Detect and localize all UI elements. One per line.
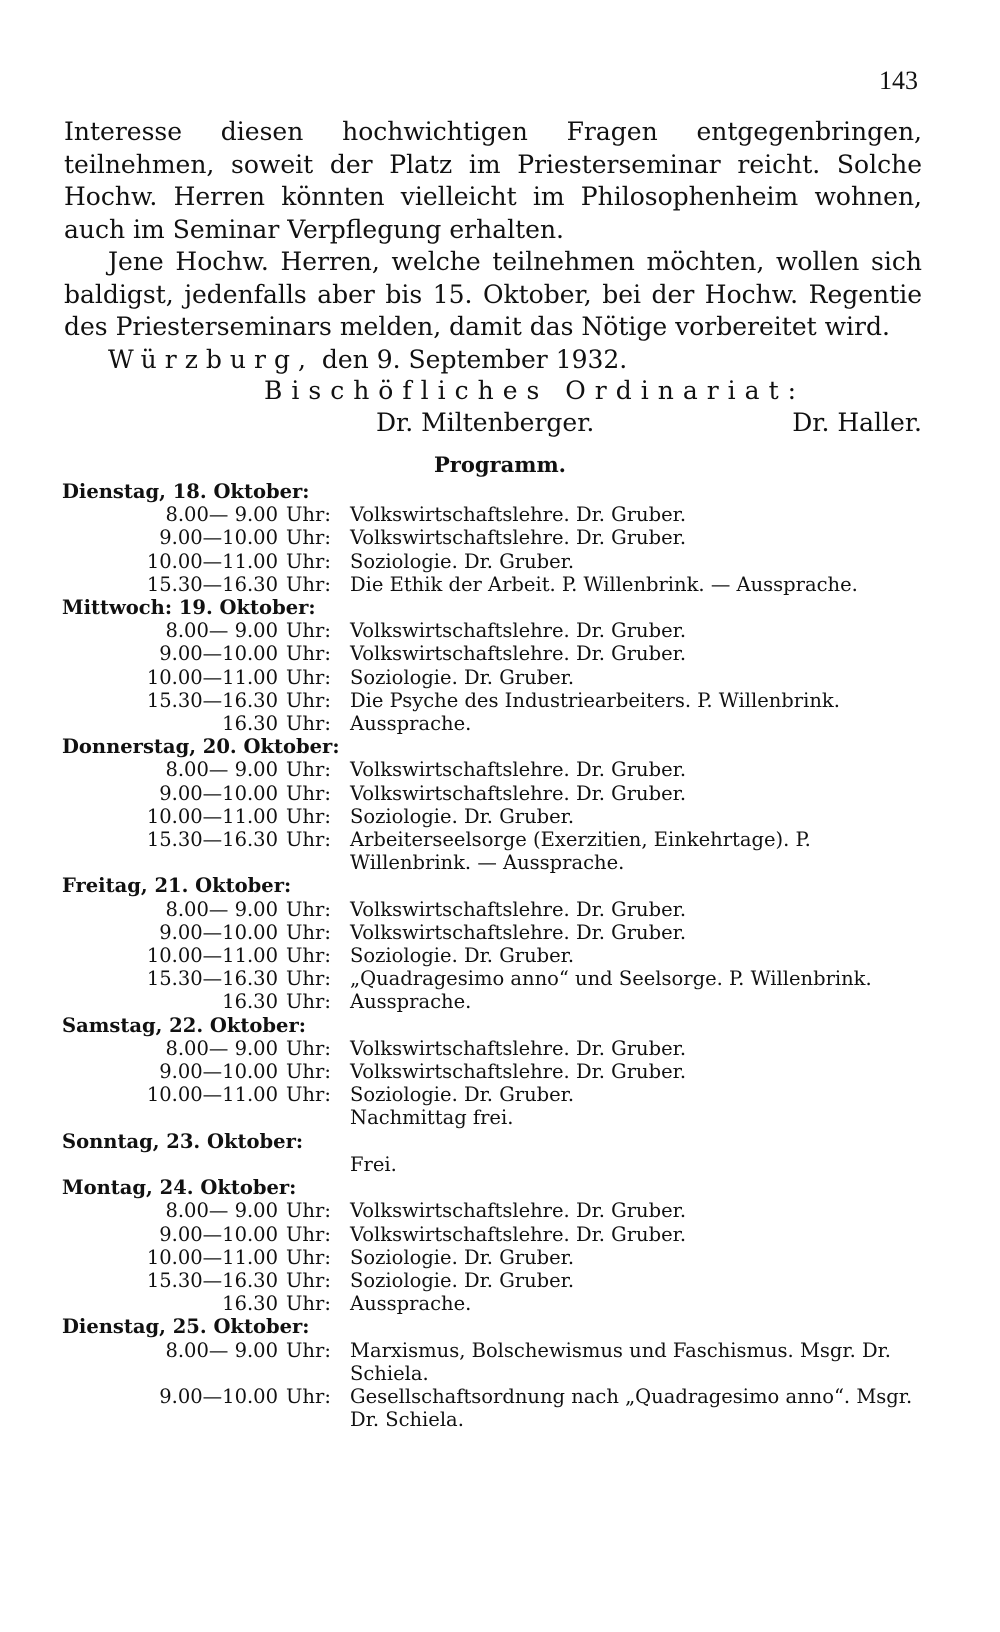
time-unit: Uhr: xyxy=(286,665,331,689)
time-slot: 9.00—10.00 xyxy=(159,642,278,666)
day-heading: Freitag, 21. Oktober: xyxy=(62,874,292,898)
session-description: Volkswirtschaftslehre. Dr. Gruber. xyxy=(350,897,687,921)
time-unit: Uhr: xyxy=(286,1036,331,1060)
schedule-row xyxy=(62,1223,932,1246)
schedule-row xyxy=(62,689,932,712)
session-description: Soziologie. Dr. Gruber. xyxy=(350,944,575,968)
time-slot: 16.30 xyxy=(222,712,278,736)
time-unit: Uhr: xyxy=(286,944,331,968)
time-slot: 9.00—10.00 xyxy=(159,1384,278,1408)
program-day xyxy=(62,874,932,1013)
schedule-row xyxy=(62,782,932,805)
time-slot: 10.00—11.00 xyxy=(146,1245,278,1269)
schedule-row xyxy=(62,967,932,990)
time-unit: Uhr: xyxy=(286,1222,331,1246)
time-unit: Uhr: xyxy=(286,1199,331,1223)
time-slot: 10.00—11.00 xyxy=(146,804,278,828)
session-description: Aussprache. xyxy=(350,712,472,736)
time-slot: 8.00— 9.00 xyxy=(165,619,278,643)
program-day xyxy=(62,596,932,735)
time-slot: 15.30—16.30 xyxy=(146,688,278,712)
time-slot: 15.30—16.30 xyxy=(146,828,278,852)
session-description: Volkswirtschaftslehre. Dr. Gruber. xyxy=(350,526,687,550)
schedule-row xyxy=(62,805,932,828)
schedule-row xyxy=(62,619,932,642)
time-unit: Uhr: xyxy=(286,1268,331,1292)
time-slot: 8.00— 9.00 xyxy=(165,1199,278,1223)
signatory-right: Dr. Haller. xyxy=(792,408,922,437)
time-unit: Uhr: xyxy=(286,1338,331,1362)
session-description: Volkswirtschaftslehre. Dr. Gruber. xyxy=(350,503,687,527)
time-unit: Uhr: xyxy=(286,1292,331,1316)
program-day xyxy=(62,735,932,874)
schedule-row xyxy=(62,526,932,549)
intro-paragraph: Interesse diesen hochwichtigen Fragen entgegenbringen, teilnehmen, soweit der Platz im Priesterseminar reicht. Solche Hochw. Herren könnten vielleicht im Philosophenheim wohnen, auch im Seminar Verpflegung erhalten. xyxy=(64,117,922,244)
page-number: 143 xyxy=(879,66,918,95)
session-description: Soziologie. Dr. Gruber. xyxy=(350,1083,575,1107)
session-description: Volkswirtschaftslehre. Dr. Gruber. xyxy=(350,1060,687,1084)
session-description: Soziologie. Dr. Gruber. xyxy=(350,549,575,573)
time-unit: Uhr: xyxy=(286,781,331,805)
time-slot: 8.00— 9.00 xyxy=(165,758,278,782)
time-slot: 15.30—16.30 xyxy=(146,967,278,991)
time-unit: Uhr: xyxy=(286,990,331,1014)
day-heading: Mittwoch: 19. Oktober: xyxy=(62,596,316,620)
schedule-row xyxy=(62,1083,932,1106)
session-description: Volkswirtschaftslehre. Dr. Gruber. xyxy=(350,642,687,666)
time-unit: Uhr: xyxy=(286,828,331,852)
day-heading: Dienstag, 18. Oktober: xyxy=(62,480,310,503)
session-description: Arbeiterseelsorge (Exerzitien, Einkehrtage). P. Willenbrink. — Aussprache. xyxy=(350,828,811,875)
intro-text xyxy=(64,116,922,376)
schedule-row xyxy=(62,573,932,596)
time-slot: 9.00—10.00 xyxy=(159,781,278,805)
time-slot: 10.00—11.00 xyxy=(146,944,278,968)
schedule-row xyxy=(62,712,932,735)
signatory-left: Dr. Miltenberger. xyxy=(376,408,595,437)
program-day xyxy=(62,1315,932,1431)
schedule-row xyxy=(62,666,932,689)
session-description: Volkswirtschaftslehre. Dr. Gruber. xyxy=(350,1199,687,1223)
schedule-row xyxy=(62,1292,932,1315)
signatures xyxy=(376,408,922,437)
time-unit: Uhr: xyxy=(286,712,331,736)
time-slot: 8.00— 9.00 xyxy=(165,503,278,527)
session-description: „Quadragesimo anno“ und Seelsorge. P. Willenbrink. xyxy=(350,967,872,991)
schedule-row xyxy=(62,921,932,944)
schedule-row xyxy=(62,828,932,874)
time-slot: 8.00— 9.00 xyxy=(165,1338,278,1362)
time-unit: Uhr: xyxy=(286,967,331,991)
day-heading: Samstag, 22. Oktober: xyxy=(62,1013,306,1037)
time-unit: Uhr: xyxy=(286,1083,331,1107)
schedule-row xyxy=(62,1060,932,1083)
schedule-row xyxy=(62,1246,932,1269)
session-description: Volkswirtschaftslehre. Dr. Gruber. xyxy=(350,1222,687,1246)
time-slot: 9.00—10.00 xyxy=(159,920,278,944)
intro-paragraph: Jene Hochw. Herren, welche teilnehmen möchten, wollen sich baldigst, jedenfalls aber bis 15. Oktober, bei der Hochw. Regentie des Priesterseminars melden, damit das Nötige vorbereitet wird. xyxy=(64,247,922,341)
session-description: Volkswirtschaftslehre. Dr. Gruber. xyxy=(350,1036,687,1060)
time-slot: 15.30—16.30 xyxy=(146,572,278,596)
time-unit: Uhr: xyxy=(286,804,331,828)
schedule-row xyxy=(62,1269,932,1292)
schedule-row xyxy=(62,898,932,921)
program-day xyxy=(62,1014,932,1130)
schedule-row xyxy=(62,1339,932,1385)
session-description: Nachmittag frei. xyxy=(350,1106,514,1130)
session-description: Gesellschaftsordnung nach „Quadragesimo anno“. Msgr. Dr. Schiela. xyxy=(350,1384,913,1432)
schedule-row xyxy=(62,990,932,1013)
office-signature: Bischöfliches Ordinariat: xyxy=(264,376,806,405)
schedule-row xyxy=(62,1037,932,1060)
date: den 9. September 1932. xyxy=(321,344,628,374)
time-unit: Uhr: xyxy=(286,1245,331,1269)
time-slot: 10.00—11.00 xyxy=(146,665,278,689)
session-description: Volkswirtschaftslehre. Dr. Gruber. xyxy=(350,781,687,805)
time-slot: 16.30 xyxy=(222,1292,278,1316)
time-unit: Uhr: xyxy=(286,642,331,666)
time-unit: Uhr: xyxy=(286,758,331,782)
time-unit: Uhr: xyxy=(286,503,331,527)
time-unit: Uhr: xyxy=(286,688,331,712)
session-description: Aussprache. xyxy=(350,990,472,1014)
session-description: Soziologie. Dr. Gruber. xyxy=(350,665,575,689)
time-slot: 8.00— 9.00 xyxy=(165,1036,278,1060)
time-unit: Uhr: xyxy=(286,619,331,643)
session-description: Frei. xyxy=(350,1152,397,1176)
time-slot: 8.00— 9.00 xyxy=(165,897,278,921)
schedule-row xyxy=(62,503,932,526)
time-unit: Uhr: xyxy=(286,920,331,944)
session-description: Volkswirtschaftslehre. Dr. Gruber. xyxy=(350,619,687,643)
schedule-row xyxy=(62,1385,932,1431)
session-description: Volkswirtschaftslehre. Dr. Gruber. xyxy=(350,758,687,782)
schedule-row xyxy=(62,1199,932,1222)
session-description: Soziologie. Dr. Gruber. xyxy=(350,804,575,828)
session-description: Soziologie. Dr. Gruber. xyxy=(350,1245,575,1269)
session-description: Aussprache. xyxy=(350,1292,472,1316)
time-slot: 16.30 xyxy=(222,990,278,1014)
day-heading: Donnerstag, 20. Oktober: xyxy=(62,735,340,759)
program-day xyxy=(62,1130,932,1176)
time-unit: Uhr: xyxy=(286,572,331,596)
day-heading: Dienstag, 25. Oktober: xyxy=(62,1315,310,1339)
schedule-row xyxy=(62,1153,932,1176)
time-unit: Uhr: xyxy=(286,1384,331,1408)
time-unit: Uhr: xyxy=(286,549,331,573)
time-slot: 9.00—10.00 xyxy=(159,1222,278,1246)
session-description: Soziologie. Dr. Gruber. xyxy=(350,1268,575,1292)
day-heading: Montag, 24. Oktober: xyxy=(62,1176,297,1200)
schedule-row xyxy=(62,758,932,781)
time-slot: 10.00—11.00 xyxy=(146,549,278,573)
time-unit: Uhr: xyxy=(286,1060,331,1084)
session-description: Die Psyche des Industriearbeiters. P. Willenbrink. xyxy=(350,688,840,712)
session-description: Marxismus, Bolschewismus und Faschismus. Msgr. Dr. Schiela. xyxy=(350,1338,891,1385)
time-slot: 9.00—10.00 xyxy=(159,526,278,550)
program-day xyxy=(62,480,932,596)
day-heading: Sonntag, 23. Oktober: xyxy=(62,1129,304,1153)
session-description: Die Ethik der Arbeit. P. Willenbrink. — Aussprache. xyxy=(350,572,858,596)
time-slot: 9.00—10.00 xyxy=(159,1060,278,1084)
time-unit: Uhr: xyxy=(286,897,331,921)
program-day xyxy=(62,1176,932,1315)
program-schedule xyxy=(62,480,932,1431)
time-slot: 15.30—16.30 xyxy=(146,1268,278,1292)
time-unit: Uhr: xyxy=(286,526,331,550)
schedule-row xyxy=(62,550,932,573)
session-description: Volkswirtschaftslehre. Dr. Gruber. xyxy=(350,920,687,944)
place-date-line xyxy=(64,344,922,377)
schedule-row xyxy=(62,1106,932,1129)
time-slot: 10.00—11.00 xyxy=(146,1083,278,1107)
program-title: Programm. xyxy=(434,452,566,477)
place: Würzburg, xyxy=(108,344,314,374)
schedule-row xyxy=(62,944,932,967)
schedule-row xyxy=(62,642,932,665)
